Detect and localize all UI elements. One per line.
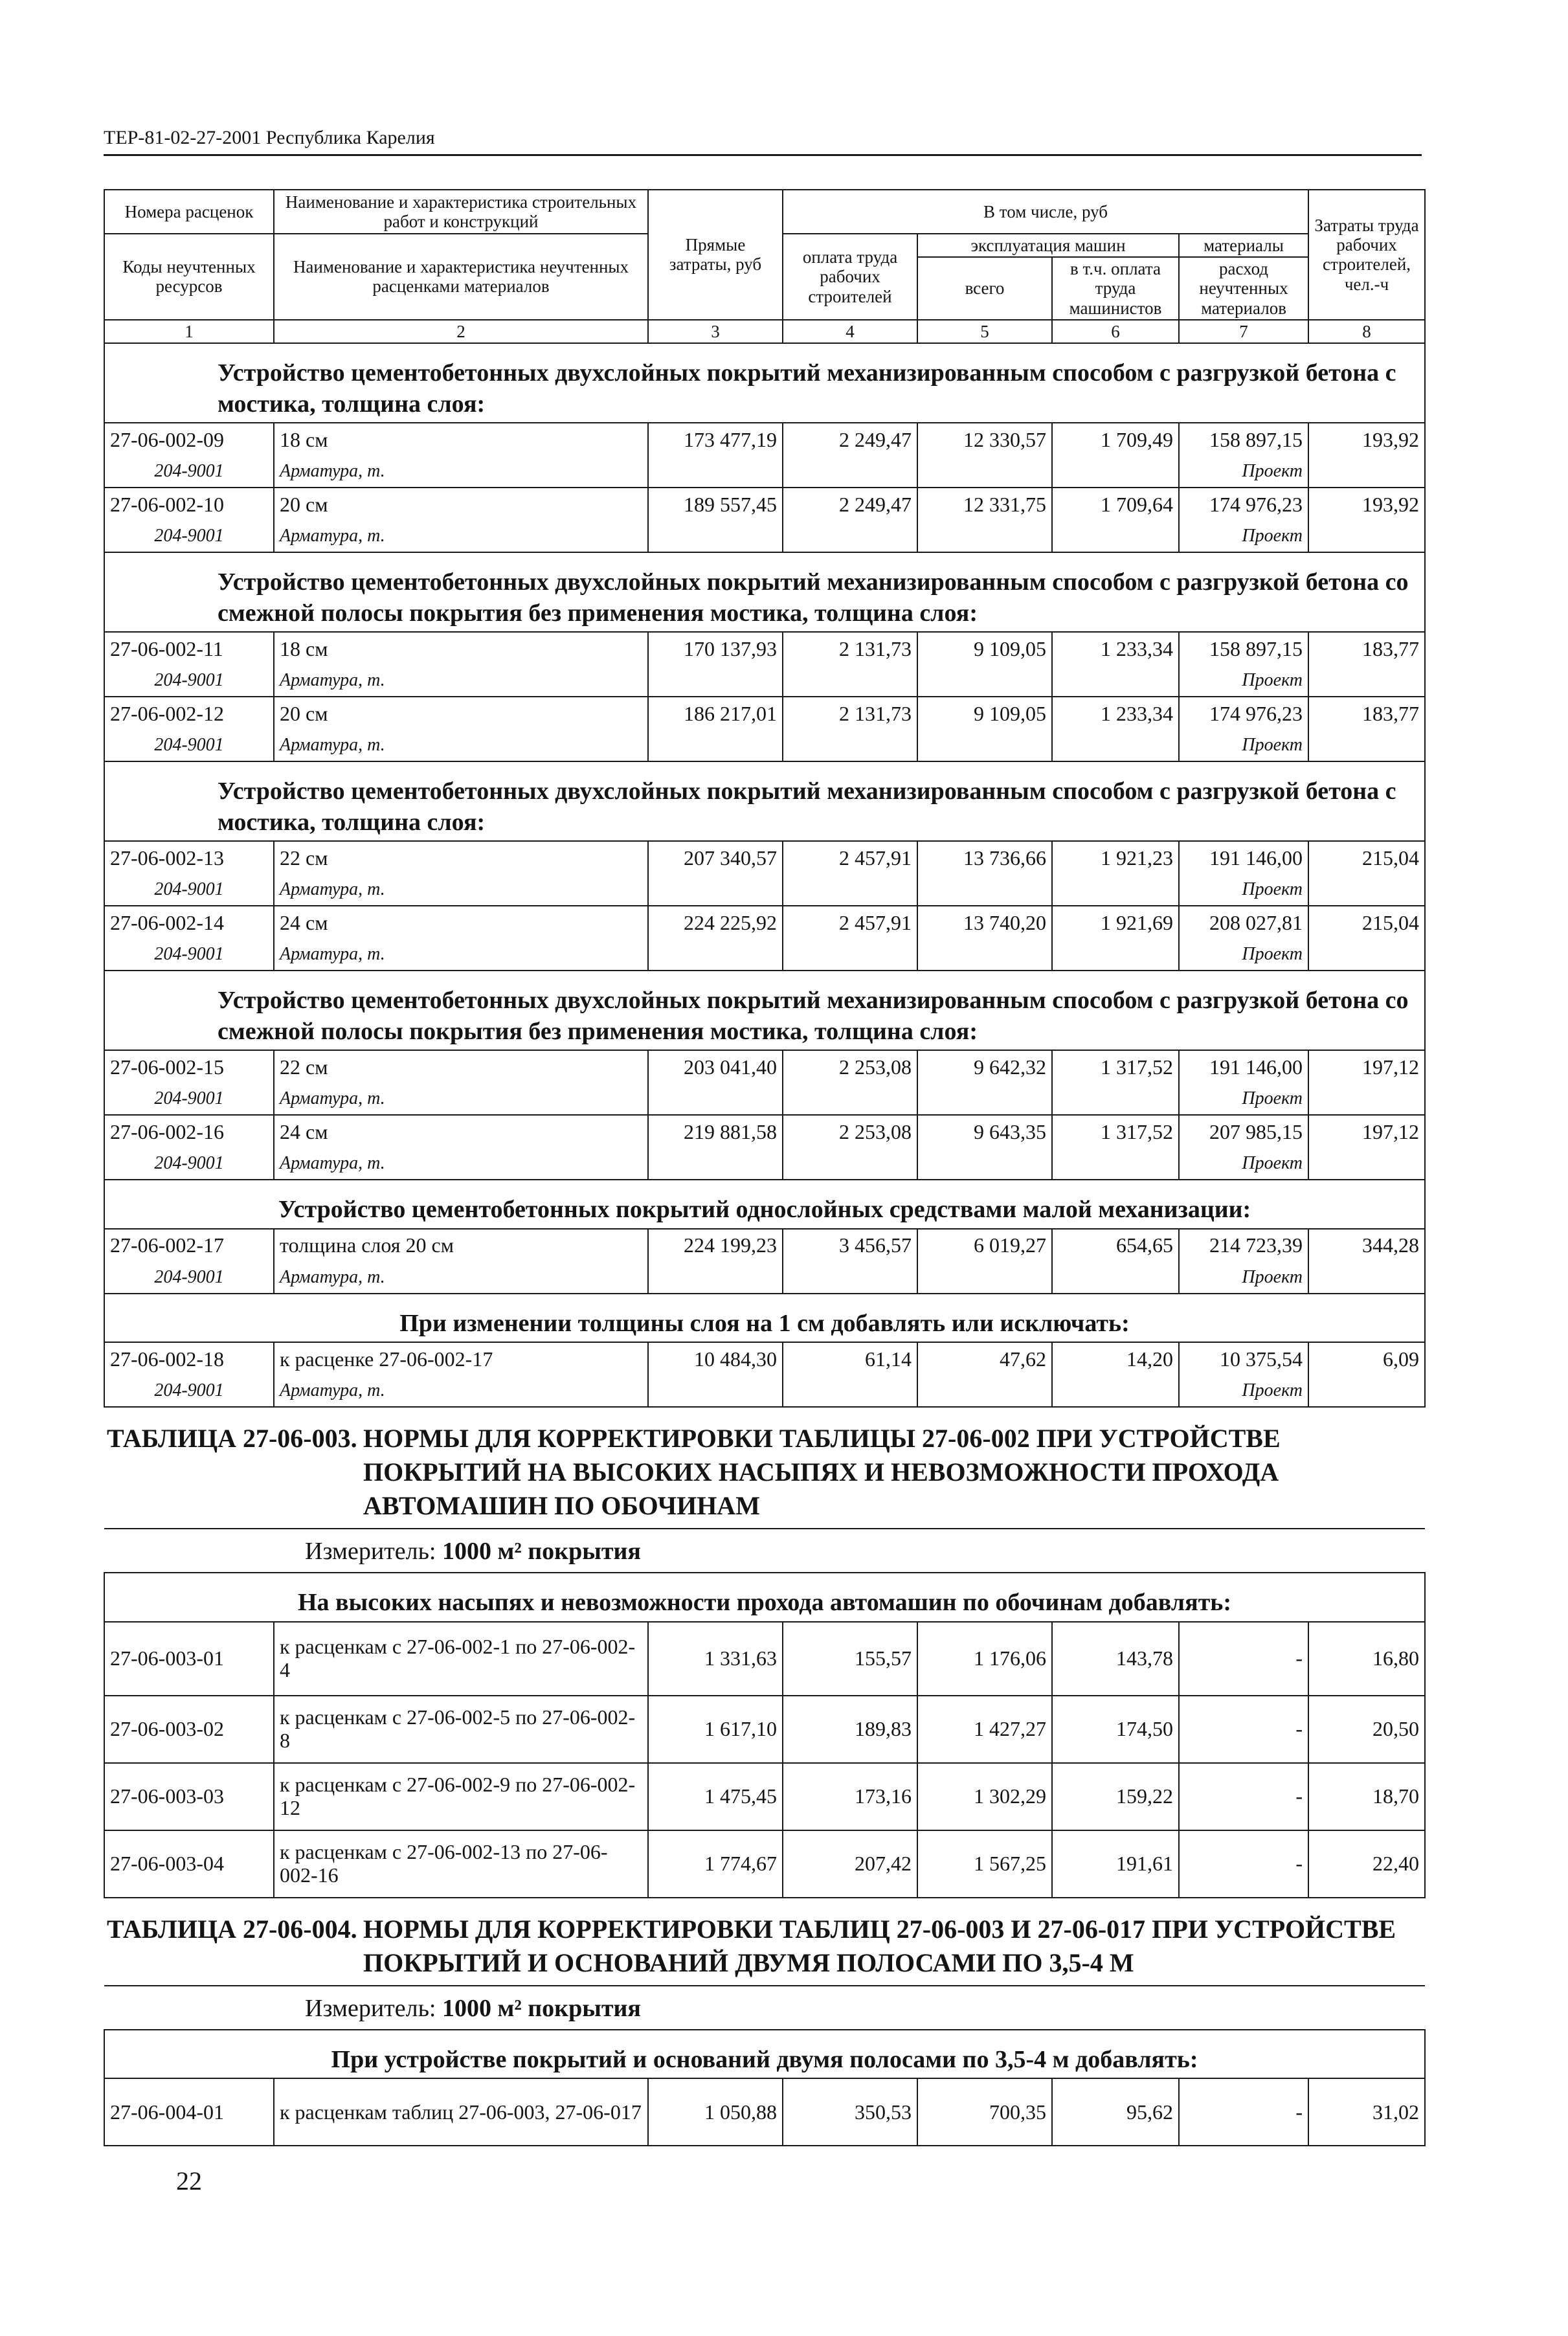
direct-cost: 219 881,58 <box>648 1115 783 1148</box>
materials-cost: - <box>1179 1763 1308 1830</box>
machines-cost: 700,35 <box>917 2078 1052 2146</box>
empty-cell <box>648 456 783 488</box>
col-name-bottom: Наименование и характеристика неучтенных расценками материалов <box>274 234 648 320</box>
empty-cell <box>1052 1083 1179 1115</box>
rate-code: 27-06-002-13 <box>104 841 274 874</box>
direct-cost: 173 477,19 <box>648 423 783 456</box>
resource-name: Арматура, т. <box>274 1262 648 1294</box>
resource-name: Арматура, т. <box>274 1148 648 1180</box>
resource-name: Арматура, т. <box>274 1083 648 1115</box>
table-row <box>104 1696 1425 1763</box>
empty-cell <box>648 1083 783 1115</box>
labor-hours: 344,28 <box>1308 1229 1425 1262</box>
col-mach-labor: в т.ч. оплата труда машинистов <box>1052 257 1179 320</box>
table-row <box>104 1763 1425 1830</box>
empty-cell <box>1308 1262 1425 1294</box>
table-head <box>104 190 1425 343</box>
labor-hours: 20,50 <box>1308 1696 1425 1763</box>
resource-name: Арматура, т. <box>274 665 648 697</box>
table-title: НОРМЫ ДЛЯ КОРРЕКТИРОВКИ ТАБЛИЦ 27-06-003 И 27-06-017 ПРИ УСТРОЙСТВЕ ПОКРЫТИЙ И ОСНОВАНИЙ ДВУМЯ ПОЛОСАМИ ПО 3,5-4 М <box>363 1914 1396 1977</box>
resource-row <box>104 1083 1425 1115</box>
resource-code: 204-9001 <box>104 730 274 761</box>
empty-cell <box>917 1375 1052 1407</box>
section-2 <box>104 552 1425 761</box>
table-number: ТАБЛИЦА 27-06-003. <box>107 1424 357 1454</box>
resource-name: Арматура, т. <box>274 730 648 761</box>
empty-cell <box>783 1262 917 1294</box>
resource-code: 204-9001 <box>104 939 274 971</box>
empty-cell <box>1308 665 1425 697</box>
column-number: 2 <box>274 320 648 343</box>
labor-hours: 215,04 <box>1308 841 1425 874</box>
materials-cost: - <box>1179 1830 1308 1898</box>
resource-project: Проект <box>1179 730 1308 761</box>
empty-cell <box>783 1083 917 1115</box>
section-title: При изменении толщины слоя на 1 см добавлять или исключать: <box>104 1294 1425 1343</box>
labor-hours: 197,12 <box>1308 1115 1425 1148</box>
section-1 <box>104 343 1425 552</box>
rate-code: 27-06-003-04 <box>104 1830 274 1898</box>
empty-cell <box>1308 521 1425 552</box>
empty-cell <box>648 730 783 761</box>
empty-cell <box>783 456 917 488</box>
labor-cost: 2 249,47 <box>783 423 917 456</box>
table-row <box>104 632 1425 665</box>
labor-cost: 2 457,91 <box>783 906 917 939</box>
materials-cost: 158 897,15 <box>1179 423 1308 456</box>
section-title: При устройстве покрытий и оснований двумя полосами по 3,5-4 м добавлять: <box>104 2030 1425 2079</box>
machinists-cost: 1 921,69 <box>1052 906 1179 939</box>
empty-cell <box>1052 456 1179 488</box>
col-materials: материалы <box>1179 234 1308 257</box>
empty-cell <box>783 665 917 697</box>
materials-cost: 207 985,15 <box>1179 1115 1308 1148</box>
table-row <box>104 906 1425 939</box>
materials-cost: 10 375,54 <box>1179 1342 1308 1375</box>
table-27-06-004 <box>104 1898 1425 2146</box>
resource-row <box>104 1375 1425 1407</box>
empty-cell <box>917 1148 1052 1180</box>
direct-cost: 1 475,45 <box>648 1763 783 1830</box>
resource-row <box>104 665 1425 697</box>
resource-code: 204-9001 <box>104 521 274 552</box>
resource-project: Проект <box>1179 939 1308 971</box>
table-row <box>104 488 1425 521</box>
rate-name: 24 см <box>274 906 648 939</box>
empty-cell <box>648 665 783 697</box>
labor-cost: 207,42 <box>783 1830 917 1898</box>
resource-name: Арматура, т. <box>274 874 648 906</box>
section-6 <box>104 1294 1425 1408</box>
col-name-top: Наименование и характеристика строительных работ и конструкций <box>274 190 648 234</box>
materials-cost: 158 897,15 <box>1179 632 1308 665</box>
empty-cell <box>648 939 783 971</box>
machines-cost: 13 740,20 <box>917 906 1052 939</box>
empty-cell <box>1052 1148 1179 1180</box>
rate-code: 27-06-003-01 <box>104 1622 274 1696</box>
resource-name: Арматура, т. <box>274 1375 648 1407</box>
resource-name: Арматура, т. <box>274 456 648 488</box>
rate-code: 27-06-002-10 <box>104 488 274 521</box>
labor-cost: 2 249,47 <box>783 488 917 521</box>
empty-cell <box>1052 1375 1179 1407</box>
labor-cost: 2 253,08 <box>783 1050 917 1083</box>
rate-name: к расценкам с 27-06-002-1 по 27-06-002-4 <box>274 1622 648 1696</box>
empty-cell <box>1308 1148 1425 1180</box>
column-number: 8 <box>1308 320 1425 343</box>
section-title: Устройство цементобетонных двухслойных покрытий механизированным способом с разгрузкой бетона со смежной полосы покрытия без применения мостика, толщина слоя: <box>104 971 1425 1050</box>
rate-name: 18 см <box>274 632 648 665</box>
machines-cost: 1 302,29 <box>917 1763 1052 1830</box>
machinists-cost: 1 921,23 <box>1052 841 1179 874</box>
direct-cost: 203 041,40 <box>648 1050 783 1083</box>
empty-cell <box>783 730 917 761</box>
col-mach-total: всего <box>917 257 1052 320</box>
rate-code: 27-06-002-09 <box>104 423 274 456</box>
column-number: 7 <box>1179 320 1308 343</box>
empty-cell <box>917 665 1052 697</box>
labor-cost: 2 131,73 <box>783 697 917 730</box>
labor-cost: 155,57 <box>783 1622 917 1696</box>
direct-cost: 1 617,10 <box>648 1696 783 1763</box>
labor-hours: 31,02 <box>1308 2078 1425 2146</box>
empty-cell <box>1052 521 1179 552</box>
col-machines: эксплуатация машин <box>917 234 1179 257</box>
machinists-cost: 1 317,52 <box>1052 1050 1179 1083</box>
labor-cost: 2 253,08 <box>783 1115 917 1148</box>
table-row <box>104 1622 1425 1696</box>
resource-code: 204-9001 <box>104 874 274 906</box>
section-title: Устройство цементобетонных двухслойных покрытий механизированным способом с разгрузкой бетона с мостика, толщина слоя: <box>104 761 1425 841</box>
rate-code: 27-06-002-11 <box>104 632 274 665</box>
labor-cost: 189,83 <box>783 1696 917 1763</box>
materials-cost: 174 976,23 <box>1179 697 1308 730</box>
empty-cell <box>1308 730 1425 761</box>
empty-cell <box>1052 939 1179 971</box>
table-row <box>104 697 1425 730</box>
section-title: Устройство цементобетонных двухслойных покрытий механизированным способом с разгрузкой бетона со смежной полосы покрытия без применения мостика, толщина слоя: <box>104 552 1425 632</box>
labor-hours: 197,12 <box>1308 1050 1425 1083</box>
table-row <box>104 1115 1425 1148</box>
labor-cost: 173,16 <box>783 1763 917 1830</box>
empty-cell <box>1308 1375 1425 1407</box>
measure-value: 1000 м² покрытия <box>442 1538 641 1566</box>
rate-name: 20 см <box>274 488 648 521</box>
direct-cost: 189 557,45 <box>648 488 783 521</box>
machinists-cost: 174,50 <box>1052 1696 1179 1763</box>
labor-hours: 183,77 <box>1308 697 1425 730</box>
col-direct: Прямые затраты, руб <box>648 190 783 320</box>
resource-row <box>104 456 1425 488</box>
materials-cost: - <box>1179 1696 1308 1763</box>
empty-cell <box>783 939 917 971</box>
resource-name: Арматура, т. <box>274 521 648 552</box>
empty-cell <box>917 939 1052 971</box>
table-title: НОРМЫ ДЛЯ КОРРЕКТИРОВКИ ТАБЛИЦЫ 27-06-002 ПРИ УСТРОЙСТВЕ ПОКРЫТИЙ НА ВЫСОКИХ НАСЫПЯХ И НЕВОЗМОЖНОСТИ ПРОХОДА АВТОМАШИН ПО ОБОЧИНАМ <box>363 1424 1281 1521</box>
empty-cell <box>917 874 1052 906</box>
materials-cost: - <box>1179 2078 1308 2146</box>
materials-cost: 191 146,00 <box>1179 1050 1308 1083</box>
materials-cost: 208 027,81 <box>1179 906 1308 939</box>
empty-cell <box>917 456 1052 488</box>
machines-cost: 1 427,27 <box>917 1696 1052 1763</box>
direct-cost: 207 340,57 <box>648 841 783 874</box>
resource-code: 204-9001 <box>104 1148 274 1180</box>
resource-project: Проект <box>1179 1148 1308 1180</box>
table-row <box>104 1229 1425 1262</box>
section-3 <box>104 761 1425 971</box>
table-row <box>104 841 1425 874</box>
labor-cost: 61,14 <box>783 1342 917 1375</box>
rates-table <box>104 189 1426 2146</box>
machines-cost: 6 019,27 <box>917 1229 1052 1262</box>
table-row <box>104 1830 1425 1898</box>
empty-cell <box>648 1262 783 1294</box>
empty-cell <box>917 521 1052 552</box>
direct-cost: 1 331,63 <box>648 1622 783 1696</box>
empty-cell <box>1308 939 1425 971</box>
empty-cell <box>917 730 1052 761</box>
resource-code: 204-9001 <box>104 665 274 697</box>
direct-cost: 224 225,92 <box>648 906 783 939</box>
empty-cell <box>1052 730 1179 761</box>
col-code-bottom: Коды неучтенных ресурсов <box>104 234 274 320</box>
materials-cost: 191 146,00 <box>1179 841 1308 874</box>
empty-cell <box>648 874 783 906</box>
resource-project: Проект <box>1179 1262 1308 1294</box>
rate-name: толщина слоя 20 см <box>274 1229 648 1262</box>
column-number: 4 <box>783 320 917 343</box>
rate-code: 27-06-003-03 <box>104 1763 274 1830</box>
labor-cost: 2 131,73 <box>783 632 917 665</box>
machines-cost: 9 643,35 <box>917 1115 1052 1148</box>
empty-cell <box>1308 874 1425 906</box>
machinists-cost: 1 233,34 <box>1052 697 1179 730</box>
labor-cost: 3 456,57 <box>783 1229 917 1262</box>
rate-code: 27-06-003-02 <box>104 1696 274 1763</box>
column-number: 6 <box>1052 320 1179 343</box>
col-group: В том числе, руб <box>783 190 1308 234</box>
table-heading <box>104 1407 1425 1529</box>
section-title: Устройство цементобетонных покрытий однослойных средствами малой механизации: <box>104 1180 1425 1229</box>
empty-cell <box>783 1148 917 1180</box>
table-row <box>104 1342 1425 1375</box>
empty-cell <box>783 521 917 552</box>
resource-code: 204-9001 <box>104 456 274 488</box>
labor-hours: 193,92 <box>1308 423 1425 456</box>
machinists-cost: 1 317,52 <box>1052 1115 1179 1148</box>
direct-cost: 1 050,88 <box>648 2078 783 2146</box>
resource-project: Проект <box>1179 521 1308 552</box>
empty-cell <box>783 874 917 906</box>
resource-row <box>104 521 1425 552</box>
empty-cell <box>783 1375 917 1407</box>
resource-name: Арматура, т. <box>274 939 648 971</box>
section-5 <box>104 1180 1425 1294</box>
resource-project: Проект <box>1179 1083 1308 1115</box>
labor-hours: 22,40 <box>1308 1830 1425 1898</box>
empty-cell <box>1052 874 1179 906</box>
col-hours: Затраты труда рабочих строителей, чел.-ч <box>1308 190 1425 320</box>
resource-row <box>104 939 1425 971</box>
rate-name: 18 см <box>274 423 648 456</box>
resource-project: Проект <box>1179 456 1308 488</box>
rate-code: 27-06-002-12 <box>104 697 274 730</box>
materials-cost: - <box>1179 1622 1308 1696</box>
rate-name: к расценкам с 27-06-002-5 по 27-06-002-8 <box>274 1696 648 1763</box>
empty-cell <box>1308 1083 1425 1115</box>
resource-project: Проект <box>1179 1375 1308 1407</box>
rate-name: 20 см <box>274 697 648 730</box>
empty-cell <box>917 1262 1052 1294</box>
rate-code: 27-06-002-15 <box>104 1050 274 1083</box>
empty-cell <box>1052 665 1179 697</box>
column-number: 3 <box>648 320 783 343</box>
machinists-cost: 1 233,34 <box>1052 632 1179 665</box>
direct-cost: 10 484,30 <box>648 1342 783 1375</box>
machinists-cost: 14,20 <box>1052 1342 1179 1375</box>
resource-code: 204-9001 <box>104 1262 274 1294</box>
col-materials-use: расход неучтенных материалов <box>1179 257 1308 320</box>
direct-cost: 1 774,67 <box>648 1830 783 1898</box>
rate-name: 24 см <box>274 1115 648 1148</box>
resource-row <box>104 1148 1425 1180</box>
page-header: ТЕР-81-02-27-2001 Республика Карелия <box>104 127 1422 156</box>
page-number: 22 <box>176 2166 202 2196</box>
rate-name: 22 см <box>274 841 648 874</box>
labor-hours: 18,70 <box>1308 1763 1425 1830</box>
machines-cost: 9 109,05 <box>917 697 1052 730</box>
rate-name: к расценкам с 27-06-002-9 по 27-06-002-12 <box>274 1763 648 1830</box>
machinists-cost: 159,22 <box>1052 1763 1179 1830</box>
section-title: Устройство цементобетонных двухслойных покрытий механизированным способом с разгрузкой бетона с мостика, толщина слоя: <box>104 343 1425 423</box>
materials-cost: 214 723,39 <box>1179 1229 1308 1262</box>
rate-code: 27-06-004-01 <box>104 2078 274 2146</box>
table-row <box>104 1050 1425 1083</box>
section-4 <box>104 971 1425 1180</box>
col-labor: оплата труда рабочих строителей <box>783 234 917 320</box>
resource-code: 204-9001 <box>104 1083 274 1115</box>
table-number: ТАБЛИЦА 27-06-004. <box>107 1914 357 1944</box>
machines-cost: 1 567,25 <box>917 1830 1052 1898</box>
rate-name: 22 см <box>274 1050 648 1083</box>
labor-hours: 6,09 <box>1308 1342 1425 1375</box>
materials-cost: 174 976,23 <box>1179 488 1308 521</box>
measure-line <box>104 1986 1425 2030</box>
labor-hours: 183,77 <box>1308 632 1425 665</box>
resource-project: Проект <box>1179 874 1308 906</box>
empty-cell <box>648 1375 783 1407</box>
rate-code: 27-06-002-14 <box>104 906 274 939</box>
column-number: 5 <box>917 320 1052 343</box>
column-numbers-row <box>104 320 1425 343</box>
empty-cell <box>648 1148 783 1180</box>
measure-value: 1000 м² покрытия <box>442 1994 641 2022</box>
machinists-cost: 143,78 <box>1052 1622 1179 1696</box>
labor-hours: 16,80 <box>1308 1622 1425 1696</box>
empty-cell <box>1052 1262 1179 1294</box>
direct-cost: 224 199,23 <box>648 1229 783 1262</box>
resource-code: 204-9001 <box>104 1375 274 1407</box>
machinists-cost: 654,65 <box>1052 1229 1179 1262</box>
machines-cost: 9 642,32 <box>917 1050 1052 1083</box>
empty-cell <box>1308 456 1425 488</box>
labor-hours: 215,04 <box>1308 906 1425 939</box>
machinists-cost: 95,62 <box>1052 2078 1179 2146</box>
machines-cost: 12 330,57 <box>917 423 1052 456</box>
labor-cost: 350,53 <box>783 2078 917 2146</box>
table-heading <box>104 1898 1425 1986</box>
machinists-cost: 1 709,49 <box>1052 423 1179 456</box>
empty-cell <box>648 521 783 552</box>
column-number: 1 <box>104 320 274 343</box>
rate-code: 27-06-002-18 <box>104 1342 274 1375</box>
resource-project: Проект <box>1179 665 1308 697</box>
labor-hours: 193,92 <box>1308 488 1425 521</box>
empty-cell <box>917 1083 1052 1115</box>
machines-cost: 12 331,75 <box>917 488 1052 521</box>
rate-name: к расценкам таблиц 27-06-003, 27-06-017 <box>274 2078 648 2146</box>
section-title: На высоких насыпях и невозможности прохода автомашин по обочинам добавлять: <box>104 1573 1425 1622</box>
measure-line <box>104 1529 1425 1573</box>
machines-cost: 13 736,66 <box>917 841 1052 874</box>
direct-cost: 186 217,01 <box>648 697 783 730</box>
rate-name: к расценке 27-06-002-17 <box>274 1342 648 1375</box>
resource-row <box>104 1262 1425 1294</box>
table-27-06-003 <box>104 1407 1425 1898</box>
rate-code: 27-06-002-17 <box>104 1229 274 1262</box>
rate-name: к расценкам с 27-06-002-13 по 27-06-002-16 <box>274 1830 648 1898</box>
measure-label: Измеритель: <box>305 1538 436 1566</box>
resource-row <box>104 874 1425 906</box>
rate-code: 27-06-002-16 <box>104 1115 274 1148</box>
machinists-cost: 191,61 <box>1052 1830 1179 1898</box>
direct-cost: 170 137,93 <box>648 632 783 665</box>
machines-cost: 1 176,06 <box>917 1622 1052 1696</box>
machines-cost: 47,62 <box>917 1342 1052 1375</box>
measure-label: Измеритель: <box>305 1994 436 2022</box>
machines-cost: 9 109,05 <box>917 632 1052 665</box>
labor-cost: 2 457,91 <box>783 841 917 874</box>
machinists-cost: 1 709,64 <box>1052 488 1179 521</box>
table-row <box>104 423 1425 456</box>
col-code-top: Номера расценок <box>104 190 274 234</box>
resource-row <box>104 730 1425 761</box>
table-row <box>104 2078 1425 2146</box>
